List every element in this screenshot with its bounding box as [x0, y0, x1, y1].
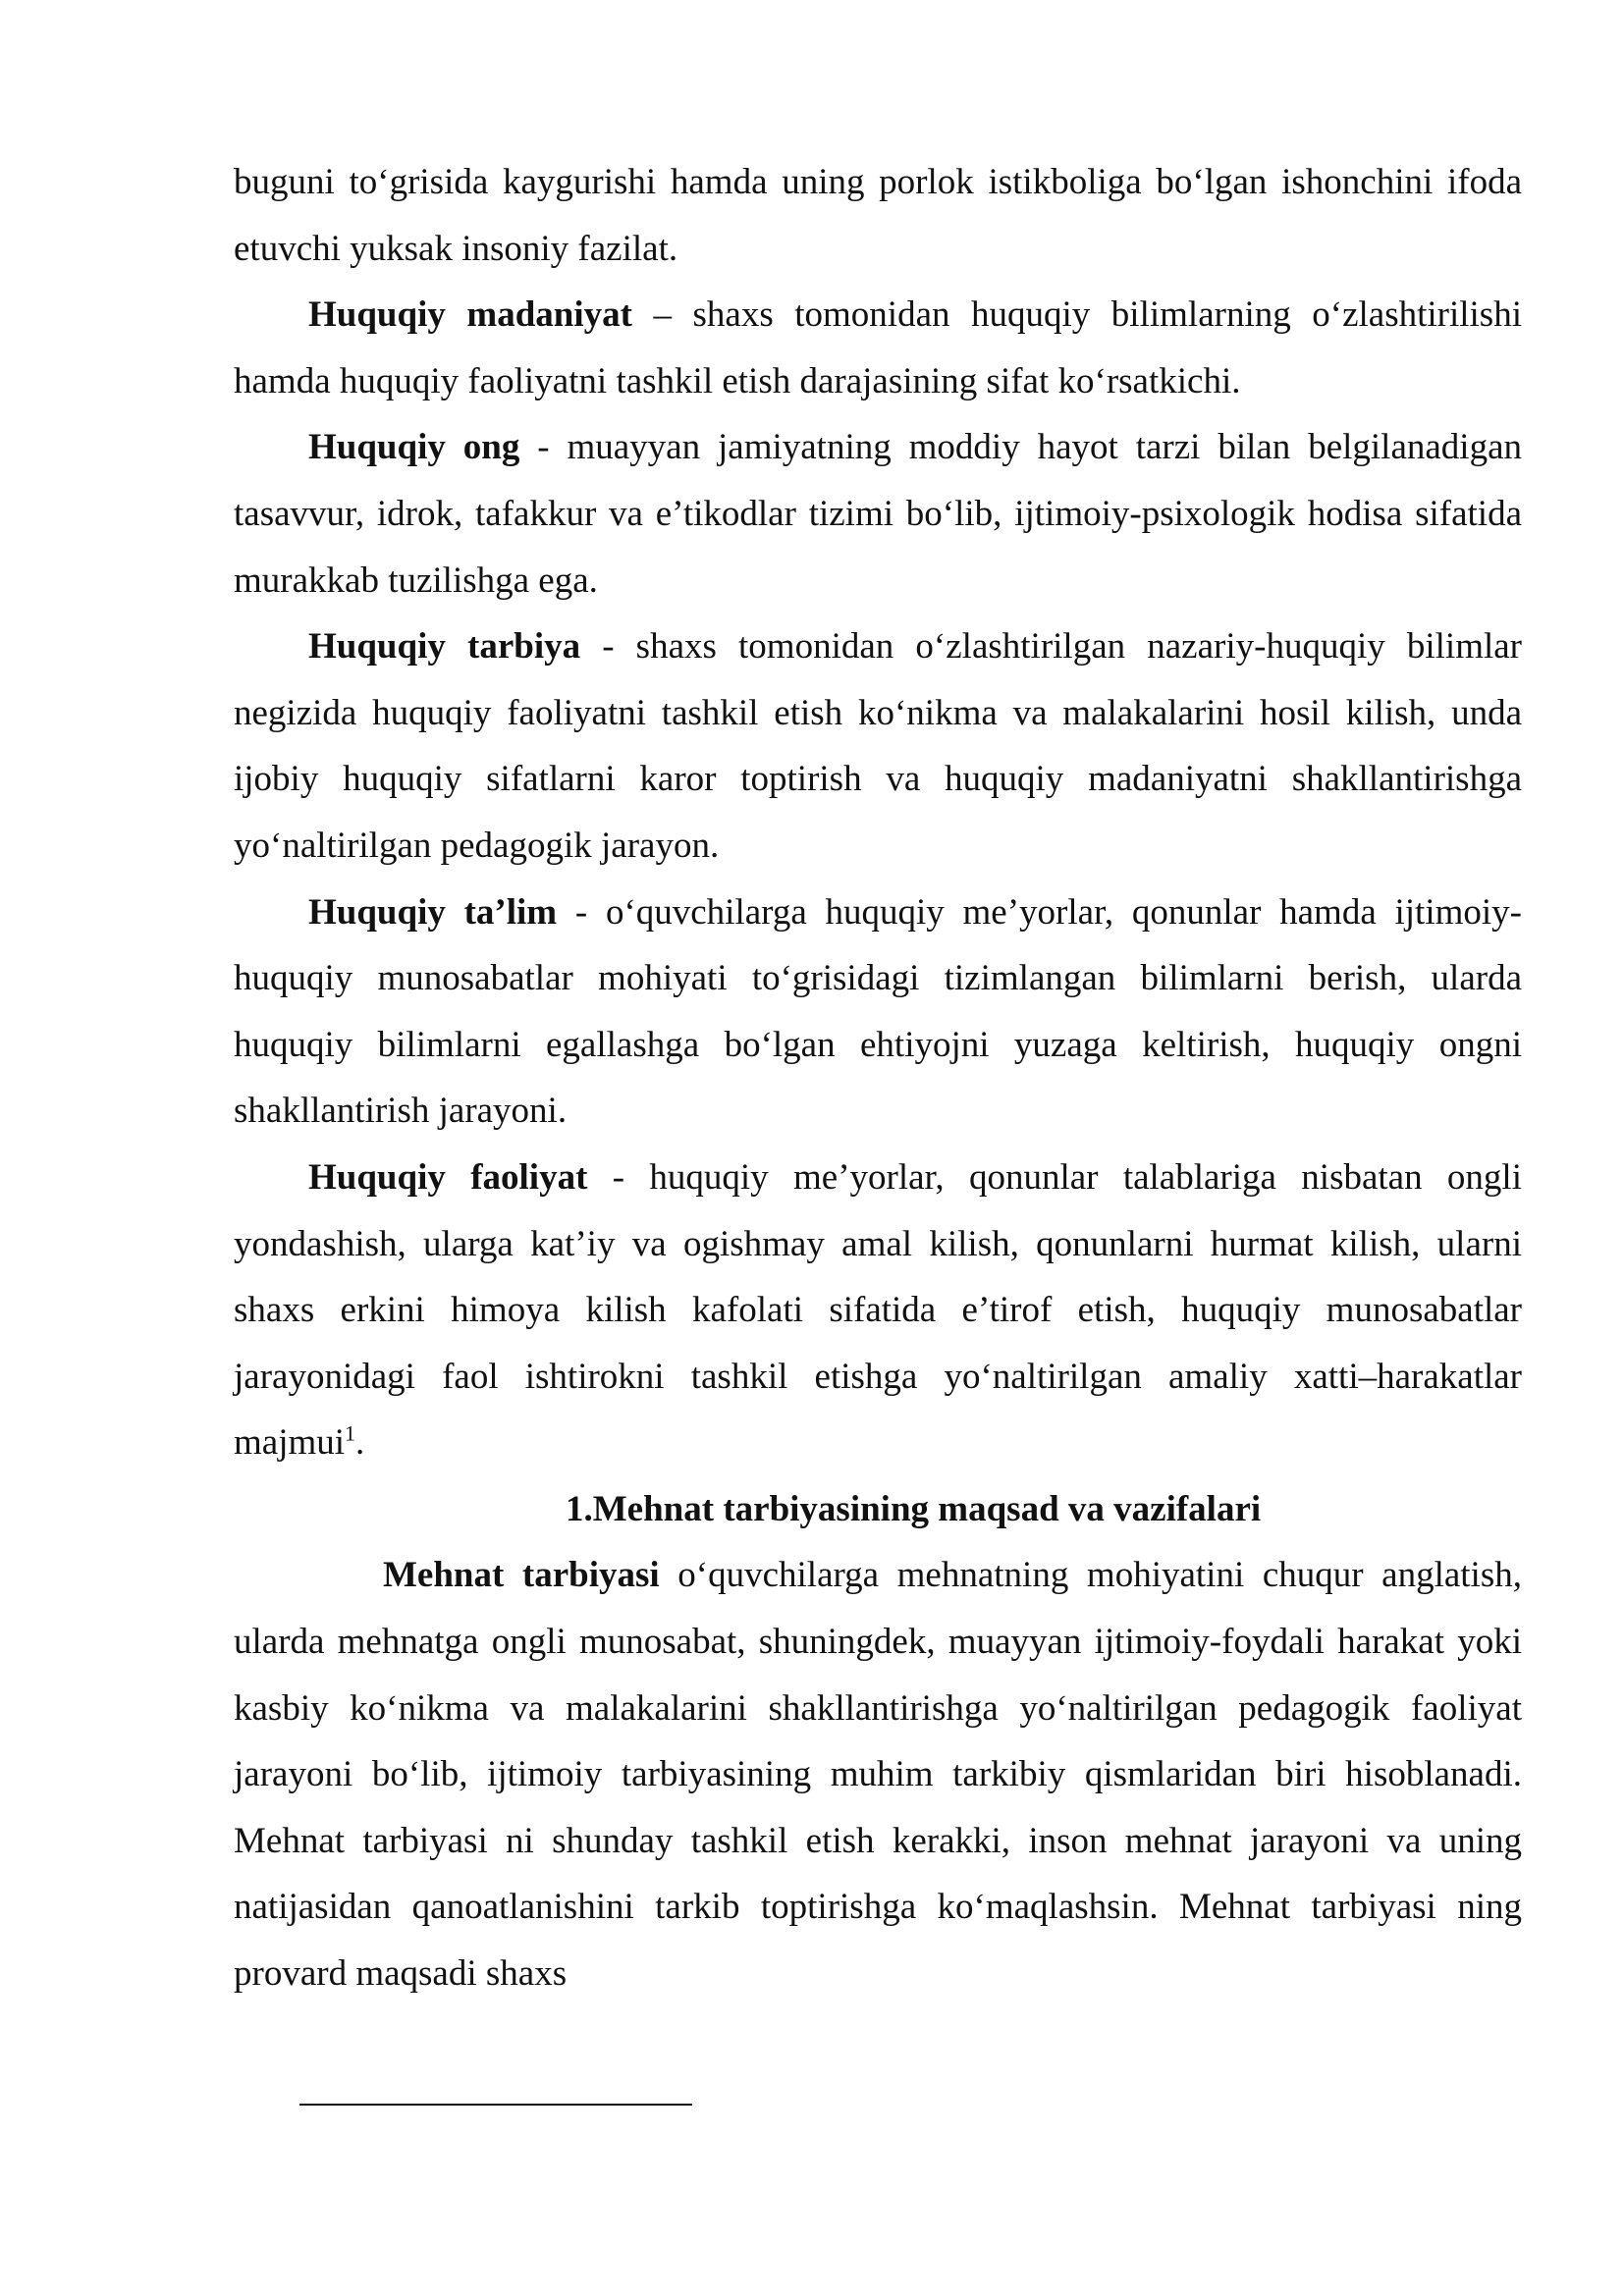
- definition-text: - shaxs tomonidan o‘zlashtirilgan nazariy-huquqiy bilimlar negizida huquqiy faoliyatni tashkil etish ko‘nikma va malakalarini hosil kilish, unda ijobiy huquqiy sifatlarni karor toptirish va huquqiy madaniyatni shakllantirishga yo‘naltirilgan pedagogik jarayon.: [234, 626, 1522, 866]
- footnote-separator: [299, 2104, 692, 2106]
- definition-term: Huquqiy madaniyat: [308, 294, 632, 336]
- paragraph-text: buguni to‘grisida kaygurishi hamda uning porlok istikboliga bo‘lgan ishonchini ifoda etuvchi yuksak insoniy fazilat.: [234, 162, 1522, 269]
- definition-term: Huquqiy tarbiya: [308, 626, 581, 667]
- definition-text-end: .: [355, 1422, 365, 1464]
- paragraph-continuation: [234, 149, 1522, 282]
- definition-huquqiy-talim: [234, 880, 1522, 1145]
- definition-text: - muayyan jamiyatning moddiy hayot tarzi bilan belgilanadigan tasavvur, idrok, tafakkur va e’tikodlar tizimi bo‘lib, ijtimoiy-psixologik hodisa sifatida murakkab tuzilishga ega.: [234, 427, 1523, 601]
- definition-text: – shaxs tomonidan huquqiy bilimlarning o‘zlashtirilishi hamda huquqiy faoliyatni tashkil etish darajasining sifat ko‘rsatkichi.: [234, 294, 1522, 401]
- definition-term: Huquqiy ong: [308, 427, 520, 468]
- definition-huquqiy-faoliyat: [234, 1145, 1522, 1476]
- document-body: [234, 149, 1522, 2007]
- section-heading: 1.Mehnat tarbiyasining maqsad va vazifalari: [566, 1488, 1262, 1529]
- definition-term: Huquqiy ta’lim: [308, 891, 558, 933]
- definition-huquqiy-tarbiya: [234, 614, 1522, 879]
- definition-term: Huquqiy faoliyat: [308, 1156, 588, 1198]
- section-text: o‘quvchilarga mehnatning mohiyatini chuqur anglatish, ularda mehnatga ongli munosabat, shuningdek, muayyan ijtimoiy-foydali harakat yoki kasbiy ko‘nikma va malakalarini shakllantirishga yo‘naltirilgan pedagogik faoliyat jarayoni bo‘lib, ijtimoiy tarbiyasining muhim tarkibiy qismlaridan biri hisoblanadi. Mehnat tarbiyasi ni shunday tashkil etish kerakki, inson mehnat jarayoni va uning natijasidan qanoatlanishini tarkib toptirishga ko‘maqlashsin. Mehnat tarbiyasi ning provard maqsadi shaxs: [234, 1555, 1522, 1995]
- section-term: Mehnat tarbiyasi: [383, 1555, 660, 1596]
- definition-huquqiy-ong: [234, 414, 1522, 614]
- definition-text: - huquqiy me’yorlar, qonunlar talablariga nisbatan ongli yondashish, ularga kat’iy va ogishmay amal kilish, qonunlarni hurmat kilish, ularni shaxs erkini himoya kilish kafolati sifatida e’tirof etish, huquqiy munosabatlar jarayonidagi faol ishtirokni tashkil etishga yo‘naltirilgan amaliy xatti–harakatlar majmui: [234, 1156, 1522, 1464]
- section-paragraph: [234, 1542, 1522, 2006]
- definition-huquqiy-madaniyat: [234, 282, 1522, 414]
- definition-text: - o‘quvchilarga huquqiy me’yorlar, qonunlar hamda ijtimoiy-huquqiy munosabatlar mohiyati to‘grisidagi tizimlangan bilimlarni berish, ularda huquqiy bilimlarni egallashga bo‘lgan ehtiyojni yuzaga keltirish, huquqiy ongni shakllantirish jarayoni.: [234, 891, 1522, 1132]
- footnote-marker[interactable]: 1: [345, 1420, 356, 1446]
